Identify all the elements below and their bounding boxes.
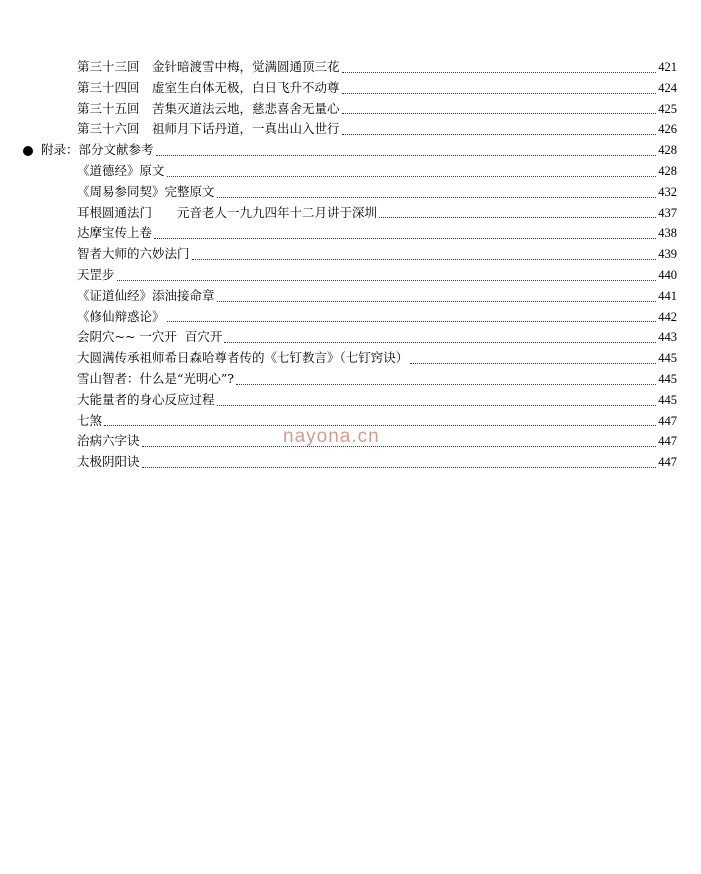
toc-entry-title: 大能量者的身心反应过程 (77, 391, 215, 407)
toc-entry-page: 443 (658, 330, 677, 345)
toc-entry[interactable] (0, 57, 701, 78)
toc-entry-title: 智者大师的六妙法门 (77, 246, 190, 262)
toc-entry[interactable] (0, 452, 701, 473)
toc-entry[interactable] (0, 161, 701, 182)
toc-entry-title: 七煞 (77, 412, 103, 428)
dot-leader (342, 83, 657, 94)
toc-entry-title: 《证道仙经》添油接命章 (77, 287, 215, 303)
toc-entry-page: 428 (658, 143, 677, 158)
toc-entry-title: 太极阴阳诀 (77, 454, 140, 470)
table-of-contents (0, 57, 701, 473)
dot-leader (410, 353, 656, 364)
toc-entry-page: 438 (658, 226, 677, 241)
toc-entry[interactable] (0, 223, 701, 244)
toc-entry-page: 441 (658, 288, 677, 303)
toc-section-appendix[interactable] (0, 140, 701, 161)
toc-entry[interactable] (0, 369, 701, 390)
toc-entry-page: 440 (658, 267, 677, 282)
dot-leader (156, 145, 657, 156)
dot-leader (192, 249, 657, 260)
dot-leader (342, 124, 657, 135)
toc-entry-page: 445 (658, 371, 677, 386)
toc-entry-title: 第三十五回 苦集灭道法云地，慈悲喜舍无量心 (77, 100, 340, 116)
toc-entry-title: 第三十三回 金针暗渡雪中梅，觉满圆通顶三花 (77, 59, 340, 74)
toc-entry-page: 426 (658, 122, 677, 137)
toc-entry-title: 达摩宝传上卷 (77, 225, 153, 241)
dot-leader (167, 311, 657, 322)
toc-entry-title: 《道德经》原文 (77, 162, 165, 178)
toc-entry-page: 428 (658, 163, 677, 178)
toc-entry-page: 447 (658, 434, 677, 449)
toc-entry-title: 第三十六回 祖师月下话丹道，一真出山入世行 (77, 121, 340, 137)
toc-entry-page: 442 (658, 309, 677, 324)
toc-entry[interactable] (0, 99, 701, 120)
dot-leader (342, 103, 657, 114)
dot-leader (154, 228, 656, 239)
toc-entry[interactable] (0, 348, 701, 369)
toc-entry-page: 432 (658, 184, 677, 199)
bullet-icon (23, 146, 33, 156)
toc-entry-title: 耳根圆通法门 元音老人一九九四年十二月讲于深圳 (77, 204, 378, 220)
dot-leader (236, 374, 656, 385)
toc-entry-title: 天罡步 (77, 266, 115, 282)
toc-entry-title: 大圆满传承祖师希日森哈尊者传的《七钉教言》（七钉窍诀） (77, 350, 409, 366)
toc-entry-page: 425 (658, 101, 677, 116)
toc-entry[interactable] (0, 327, 701, 348)
toc-entry[interactable] (0, 265, 701, 286)
dot-leader (104, 415, 656, 426)
dot-leader (217, 187, 657, 198)
toc-entry-title: 会阴穴~~ 一穴开 百穴开 (77, 329, 223, 345)
toc-entry-page: 424 (658, 80, 677, 95)
toc-entry[interactable] (0, 203, 701, 224)
toc-entry[interactable] (0, 78, 701, 99)
dot-leader (167, 166, 657, 177)
toc-entry[interactable] (0, 244, 701, 265)
toc-entry-page: 437 (658, 205, 677, 220)
dot-leader (224, 332, 656, 343)
dot-leader (217, 395, 657, 406)
toc-entry-page: 421 (658, 60, 677, 74)
toc-entry-title: 雪山智者：什么是“光明心”? (77, 370, 234, 386)
toc-entry[interactable] (0, 182, 701, 203)
toc-entry-title: 《周易参同契》完整原文 (77, 183, 215, 199)
dot-leader (142, 457, 657, 468)
toc-entry-page: 447 (658, 413, 677, 428)
dot-leader (379, 207, 656, 218)
toc-entry-page: 445 (658, 392, 677, 407)
toc-entry[interactable] (0, 286, 701, 307)
toc-entry[interactable] (0, 390, 701, 411)
watermark: nayona.cn (283, 426, 380, 447)
toc-entry-title: 第三十四回 虚室生白体无极，白日飞升不动尊 (77, 79, 340, 95)
toc-entry-page: 447 (658, 455, 677, 470)
toc-entry-page: 445 (658, 351, 677, 366)
toc-entry-title: 《修仙辩惑论》 (77, 308, 165, 324)
toc-entry-title: 附录：部分文献参考 (41, 142, 154, 158)
toc-entry-page: 439 (658, 247, 677, 262)
toc-entry-title: 治病六字诀 (77, 433, 140, 449)
dot-leader (142, 436, 657, 447)
dot-leader (217, 291, 657, 302)
toc-entry[interactable] (0, 119, 701, 140)
dot-leader (117, 270, 657, 281)
toc-entry[interactable] (0, 307, 701, 328)
dot-leader (342, 62, 657, 73)
